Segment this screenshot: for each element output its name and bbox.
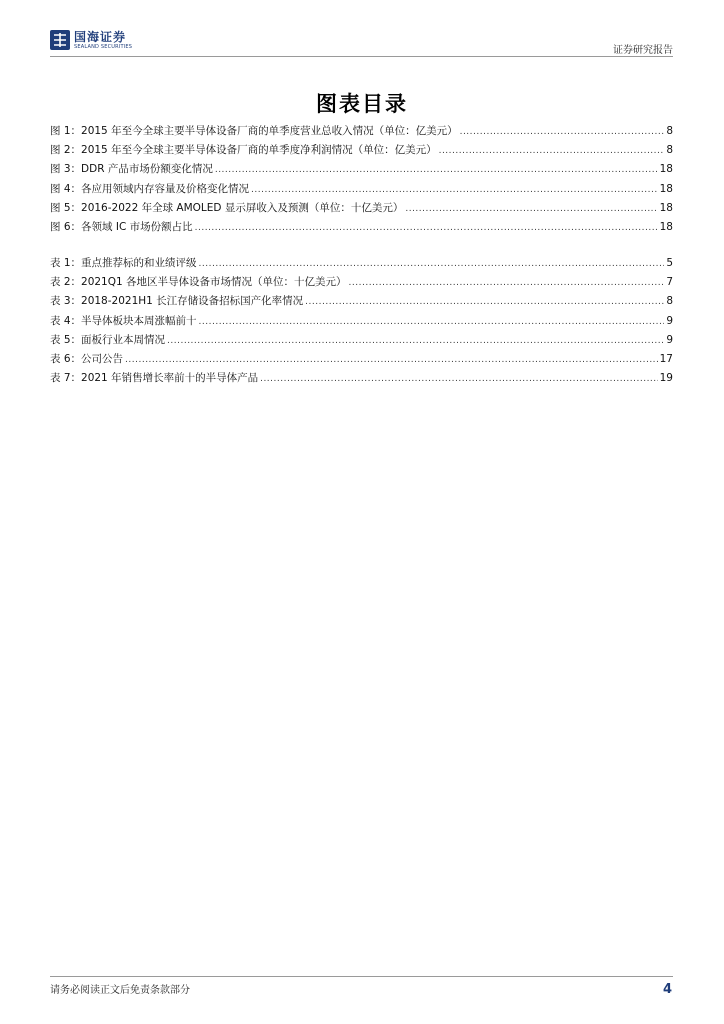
- footer-divider: [50, 976, 673, 977]
- header-divider: [50, 56, 673, 57]
- toc-entry-page[interactable]: 9: [666, 314, 673, 327]
- toc-entry-label[interactable]: 图 2：2015 年至今全球主要半导体设备厂商的单季度净利润情况（单位：亿美元）: [50, 144, 437, 157]
- dot-leader: [167, 332, 664, 351]
- dot-leader: [439, 142, 665, 161]
- figure-toc-entry[interactable]: [50, 199, 673, 218]
- page-title: 图表目录: [316, 92, 408, 116]
- page-header: [50, 30, 673, 56]
- company-logo: [50, 30, 132, 50]
- report-type-label: 证券研究报告: [613, 45, 673, 56]
- dot-leader: [215, 161, 658, 180]
- toc-entry-label[interactable]: 表 3：2018-2021H1 长江存储设备招标国产化率情况: [50, 295, 304, 308]
- disclaimer-text: 请务必阅读正文后免责条款部分: [50, 985, 190, 996]
- logo-english-name: SEALAND SECURITIES: [74, 43, 133, 50]
- figure-toc-entry[interactable]: [50, 218, 673, 237]
- table-toc-entry[interactable]: [50, 254, 673, 273]
- toc-entry-page[interactable]: 8: [666, 125, 673, 137]
- toc-entry-label[interactable]: 表 2：2021Q1 各地区半导体设备市场情况（单位：十亿美元）: [50, 276, 347, 289]
- toc-entry-page[interactable]: 18: [659, 163, 673, 176]
- table-toc-entry[interactable]: [50, 331, 673, 350]
- toc-entry-label[interactable]: 表 1：重点推荐标的和业绩评级: [50, 257, 197, 269]
- table-toc-entry[interactable]: [50, 350, 673, 369]
- dot-leader: [199, 313, 665, 332]
- table-list: [50, 254, 673, 388]
- figure-toc-entry[interactable]: [50, 180, 673, 199]
- toc-entry-label[interactable]: 表 7：2021 年销售增长率前十的半导体产品: [50, 372, 259, 385]
- dot-leader: [195, 219, 658, 238]
- toc-entry-label[interactable]: 图 5：2016-2022 年全球 AMOLED 显示屏收入及预测（单位：十亿美元）: [50, 201, 404, 214]
- dot-leader: [199, 255, 665, 274]
- toc-entry-page[interactable]: 5: [666, 257, 673, 269]
- toc-entry-page[interactable]: 18: [659, 220, 673, 233]
- toc-entry-page[interactable]: 19: [659, 372, 673, 385]
- dot-leader: [251, 181, 658, 200]
- table-toc-entry[interactable]: [50, 273, 673, 292]
- toc-entry-label[interactable]: 图 3：DDR 产品市场份额变化情况: [50, 163, 213, 176]
- toc-entry-page[interactable]: 8: [666, 144, 673, 157]
- toc-entry-page[interactable]: 7: [666, 276, 673, 289]
- table-toc-entry[interactable]: [50, 312, 673, 331]
- figure-toc-entry[interactable]: [50, 141, 673, 160]
- dot-leader: [125, 351, 658, 370]
- dot-leader: [405, 200, 657, 219]
- toc-entry-page[interactable]: 9: [666, 333, 673, 346]
- table-toc-entry[interactable]: [50, 369, 673, 388]
- toc-entry-label[interactable]: 图 1：2015 年至今全球主要半导体设备厂商的单季度营业总收入情况（单位：亿美元）: [50, 125, 458, 137]
- logo-chinese-name: 国海证券: [74, 29, 127, 44]
- toc-entry-page[interactable]: 17: [659, 352, 673, 365]
- logo-mark-icon: [50, 30, 70, 50]
- toc-entry-page[interactable]: 18: [659, 201, 673, 214]
- toc-entry-label[interactable]: 表 5：面板行业本周情况: [50, 333, 166, 346]
- figure-toc-entry[interactable]: [50, 160, 673, 179]
- toc-entry-page[interactable]: 8: [666, 295, 673, 308]
- dot-leader: [460, 123, 665, 142]
- dot-leader: [349, 274, 665, 293]
- toc-entry-label[interactable]: 图 4：各应用领域内存容量及价格变化情况: [50, 182, 250, 195]
- page-number: 4: [662, 982, 672, 997]
- figure-list: [50, 122, 673, 237]
- dot-leader: [260, 370, 658, 389]
- toc-entry-label[interactable]: 表 4：半导体板块本周涨幅前十: [50, 314, 197, 327]
- dot-leader: [305, 293, 664, 312]
- toc-entry-label[interactable]: 图 6：各领域 IC 市场份额占比: [50, 220, 193, 233]
- figure-toc-entry[interactable]: [50, 122, 673, 141]
- toc-entry-label[interactable]: 表 6：公司公告: [50, 352, 124, 365]
- table-toc-entry[interactable]: [50, 292, 673, 311]
- toc-entry-page[interactable]: 18: [659, 182, 673, 195]
